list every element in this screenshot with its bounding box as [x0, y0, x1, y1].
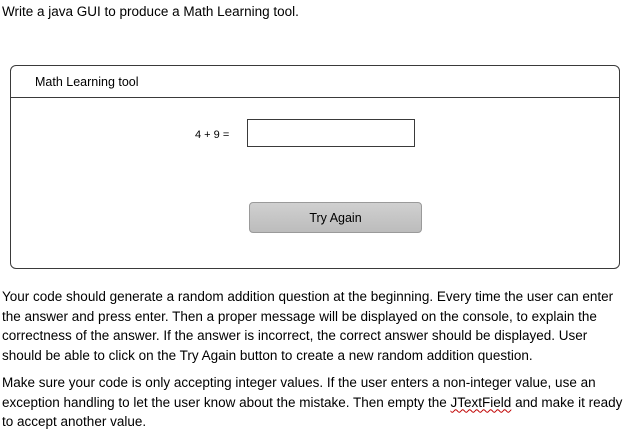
answer-input[interactable] — [247, 119, 415, 147]
window-title: Math Learning tool — [35, 75, 139, 89]
try-again-button[interactable]: Try Again — [249, 202, 422, 233]
intro-text: Write a java GUI to produce a Math Learning tool. — [2, 4, 299, 19]
instructions-paragraph-1: Your code should generate a random addition question at the beginning. Every time the user can enter the answer and press enter. Then a proper message will be displayed on the console, to explain the correctness of the answer. If the answer is incorrect, the correct answer should be displayed. User should be able to click on the Try Again button to create a new random addition question. — [2, 289, 614, 363]
math-learning-window — [10, 65, 620, 269]
paragraph-2-text-start: Make sure your code is only accepting integer values. If the user enters a non-integer value, use an exception handling to let the user know about the mistake. Then empty the — [2, 375, 596, 410]
instructions-paragraph-2 — [2, 373, 630, 432]
question-label: 4 + 9 = — [195, 129, 230, 141]
jtextfield-term: JTextField — [450, 394, 512, 410]
window-titlebar — [11, 66, 619, 98]
paragraph-2-text-end: and make it ready to accept another value. — [2, 394, 623, 429]
